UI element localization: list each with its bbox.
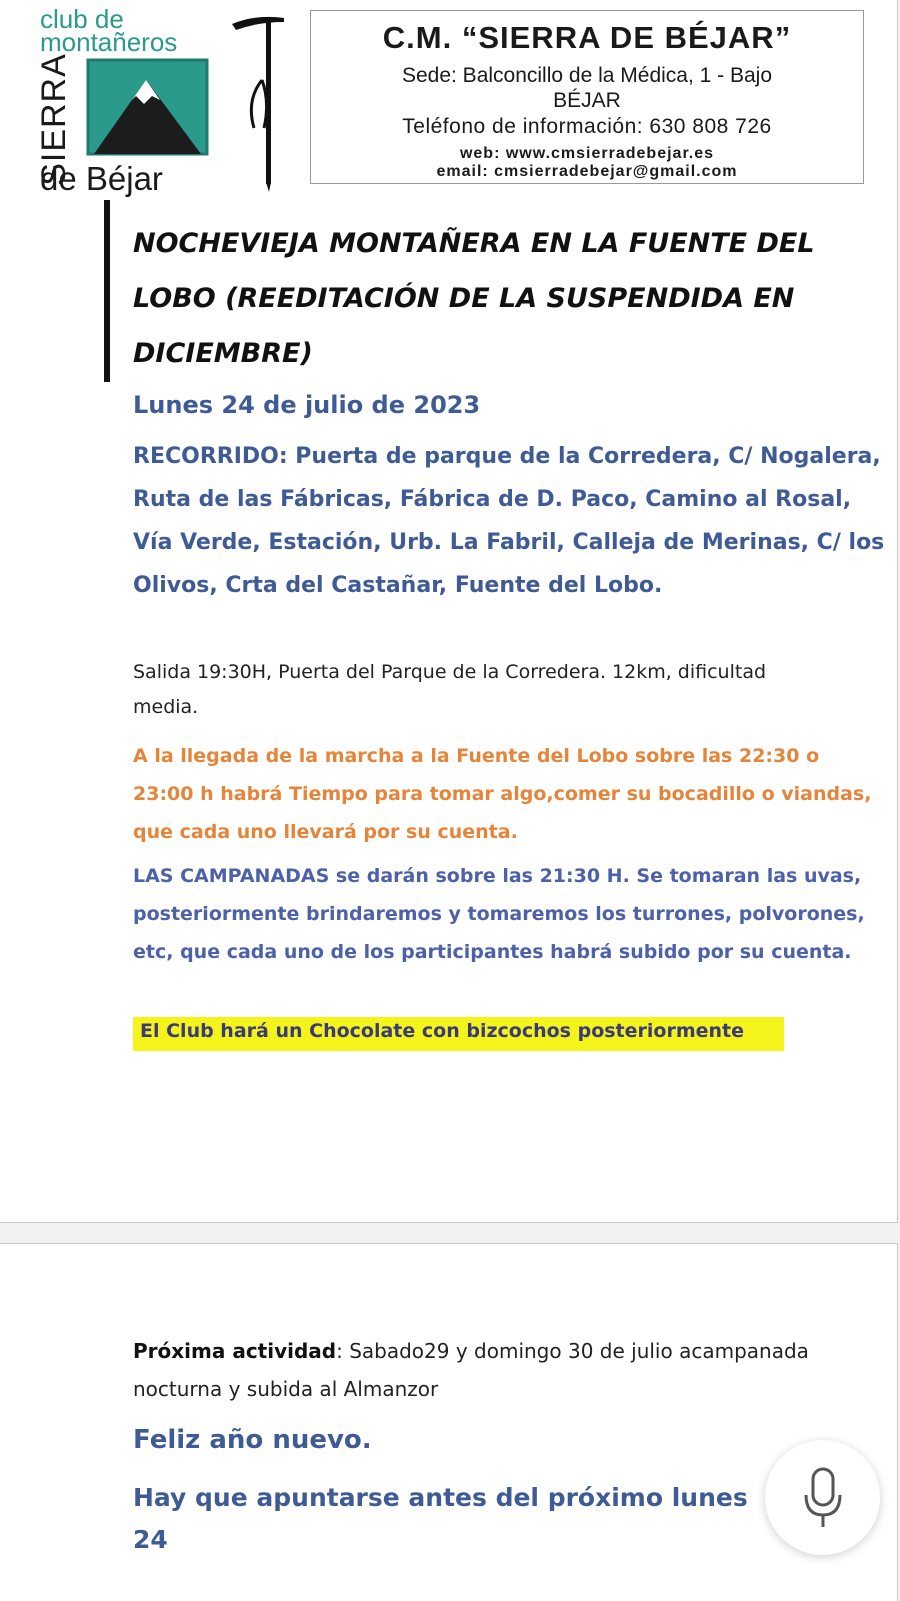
title-accent-bar [104, 200, 110, 382]
logo-text-sierra: SIERRA [34, 53, 73, 186]
club-city: BÉJAR [553, 89, 621, 112]
club-website: web: www.cmsierradebejar.es [459, 145, 715, 162]
club-address: Sede: Balconcillo de la Médica, 1 - Bajo [401, 64, 773, 87]
voice-input-button[interactable] [765, 1440, 880, 1555]
microphone-icon [801, 1467, 845, 1529]
next-activity-text: : Sabado29 y domingo 30 de julio acampanada nocturna y subida al Almanzor [133, 1339, 809, 1401]
event-campanadas: LAS CAMPANADAS se darán sobre las 21:30 H. Se tomaran las uvas, posteriormente brindaremos y tomaremos los turrones, polvorones, etc, que cada uno de los participantes habrá subido por su cuenta. [133, 865, 865, 963]
chocolate-highlight [133, 1017, 784, 1051]
chocolate-text: El Club hará un Chocolate con bizcochos posteriormente [140, 1020, 745, 1042]
ice-axe-icon [226, 10, 288, 192]
event-route: RECORRIDO: Puerta de parque de la Corredera, C/ Nogalera, Ruta de las Fábricas, Fábrica de D. Paco, Camino al Rosal, Vía Verde, Estación, Urb. La Fabril, Calleja de Merinas, C/ los Olivos, Crta del Castañar, Fuente del Lobo. [133, 444, 885, 598]
event-departure: Salida 19:30H, Puerta del Parque de la Corredera. 12km, dificultad media. [133, 661, 767, 718]
club-phone: Teléfono de información: 630 808 726 [402, 115, 772, 138]
logo-text-club: club de montañeros [40, 4, 178, 57]
next-activity-label: Próxima actividad [133, 1339, 337, 1363]
event-arrival: A la llegada de la marcha a la Fuente del Lobo sobre las 22:30 o 23:00 h habrá Tiempo para tomar algo,comer su bocadillo o viandas, que cada uno llevará por su cuenta. [133, 745, 872, 843]
next-activity [133, 1332, 853, 1408]
event-title: NOCHEVIEJA MONTAÑERA EN LA FUENTE DEL LOBO (REEDITACIÓN DE LA SUSPENDIDA EN DICIEMBRE) [133, 228, 815, 369]
mountain-icon [86, 58, 209, 156]
logo-text-bejar: de Béjar [40, 160, 163, 197]
club-info-box [310, 10, 864, 184]
club-name: C.M. “SIERRA DE BÉJAR” [382, 20, 792, 55]
greeting: Feliz año nuevo. [133, 1425, 372, 1455]
event-date: Lunes 24 de julio de 2023 [133, 391, 481, 419]
club-logo [30, 4, 292, 197]
club-email: email: cmsierradebejar@gmail.com [436, 163, 738, 180]
registration-note: Hay que apuntarse antes del próximo lunes 24 [133, 1483, 748, 1554]
